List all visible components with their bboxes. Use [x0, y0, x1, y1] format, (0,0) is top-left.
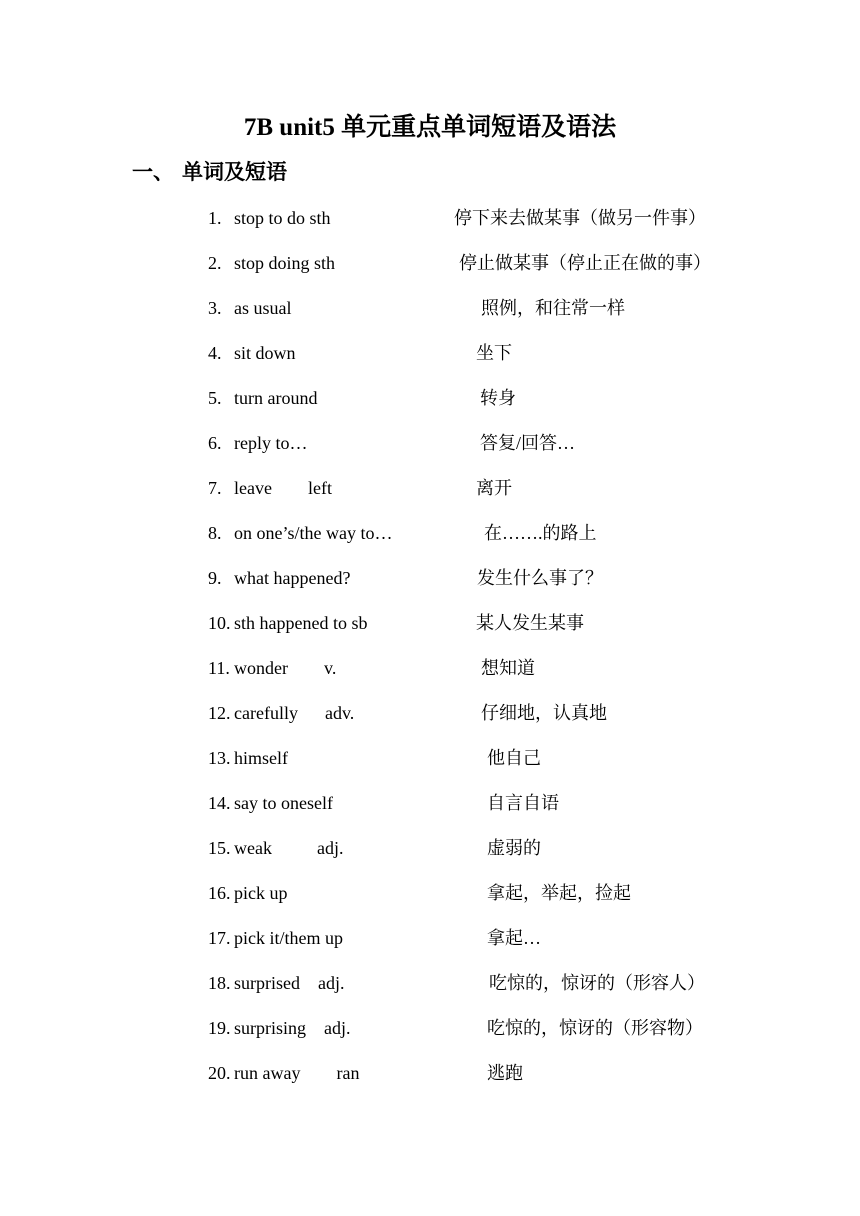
item-chinese: 停止做某事（停止正在做的事） [459, 253, 711, 273]
item-chinese: 转身 [480, 388, 516, 408]
document-title: 7B unit5 单元重点单词短语及语法 [243, 114, 617, 141]
item-number: 4. [208, 343, 222, 363]
item-english: stop to do sth [234, 208, 331, 228]
list-item [0, 740, 860, 785]
item-english: sth happened to sb [234, 613, 368, 633]
item-number: 10. [208, 613, 231, 633]
item-number: 12. [208, 703, 231, 723]
list-item [0, 1055, 860, 1100]
list-item [0, 695, 860, 740]
item-chinese: 逃跑 [487, 1063, 523, 1083]
item-number: 13. [208, 748, 231, 768]
item-number: 19. [208, 1018, 231, 1038]
item-chinese: 发生什么事了？ [477, 568, 603, 588]
item-number: 2. [208, 253, 222, 273]
list-item [0, 515, 860, 560]
section-heading-text: 单词及短语 [182, 160, 287, 184]
item-english: carefully adv. [234, 703, 355, 723]
item-english: pick it/them up [234, 928, 343, 948]
item-number: 6. [208, 433, 222, 453]
item-english: what happened? [234, 568, 351, 588]
item-chinese: 在…….的路上 [484, 523, 597, 543]
list-item [0, 650, 860, 695]
item-chinese: 拿起… [487, 928, 541, 948]
item-english: sit down [234, 343, 296, 363]
item-english: weak adj. [234, 838, 344, 858]
list-item [0, 1010, 860, 1055]
item-chinese: 他自己 [487, 748, 541, 768]
item-number: 7. [208, 478, 222, 498]
list-item [0, 830, 860, 875]
list-item [0, 335, 860, 380]
item-chinese: 离开 [476, 478, 512, 498]
item-english: on one’s/the way to… [234, 523, 393, 543]
list-item [0, 560, 860, 605]
item-chinese: 吃惊的，惊讶的（形容人） [489, 973, 705, 993]
item-number: 18. [208, 973, 231, 993]
item-number: 16. [208, 883, 231, 903]
item-english: as usual [234, 298, 292, 318]
list-item [0, 245, 860, 290]
section-number: 一、 [132, 160, 174, 184]
section-heading [132, 156, 287, 188]
item-english: pick up [234, 883, 288, 903]
item-english: reply to… [234, 433, 308, 453]
item-number: 1. [208, 208, 222, 228]
item-chinese: 坐下 [476, 343, 512, 363]
item-english: turn around [234, 388, 318, 408]
list-item [0, 380, 860, 425]
item-chinese: 虚弱的 [487, 838, 541, 858]
item-number: 9. [208, 568, 222, 588]
list-item [0, 965, 860, 1010]
item-chinese: 自言自语 [487, 793, 559, 813]
list-item [0, 605, 860, 650]
list-item [0, 290, 860, 335]
item-chinese: 照例，和往常一样 [481, 298, 625, 318]
item-number: 15. [208, 838, 231, 858]
item-number: 5. [208, 388, 222, 408]
list-item [0, 200, 860, 245]
item-number: 20. [208, 1063, 231, 1083]
item-number: 17. [208, 928, 231, 948]
list-item [0, 875, 860, 920]
list-item [0, 920, 860, 965]
vocabulary-list [0, 200, 860, 1100]
item-number: 8. [208, 523, 222, 543]
item-english: surprised adj. [234, 973, 345, 993]
list-item [0, 425, 860, 470]
list-item [0, 785, 860, 830]
item-chinese: 想知道 [481, 658, 535, 678]
item-number: 3. [208, 298, 222, 318]
item-english: stop doing sth [234, 253, 336, 273]
item-number: 11. [208, 658, 230, 678]
item-chinese: 答复/回答… [480, 433, 576, 453]
item-chinese: 吃惊的，惊讶的（形容物） [487, 1018, 703, 1038]
item-english: wonder v. [234, 658, 337, 678]
item-chinese: 某人发生某事 [476, 613, 584, 633]
item-english: himself [234, 748, 288, 768]
item-chinese: 停下来去做某事（做另一件事） [454, 208, 706, 228]
item-number: 14. [208, 793, 231, 813]
item-english: run away ran [234, 1063, 360, 1083]
list-item [0, 470, 860, 515]
item-english: say to oneself [234, 793, 333, 813]
item-chinese: 仔细地，认真地 [481, 703, 607, 723]
item-english: leave left [234, 478, 332, 498]
item-chinese: 拿起，举起，捡起 [487, 883, 631, 903]
item-english: surprising adj. [234, 1018, 351, 1038]
